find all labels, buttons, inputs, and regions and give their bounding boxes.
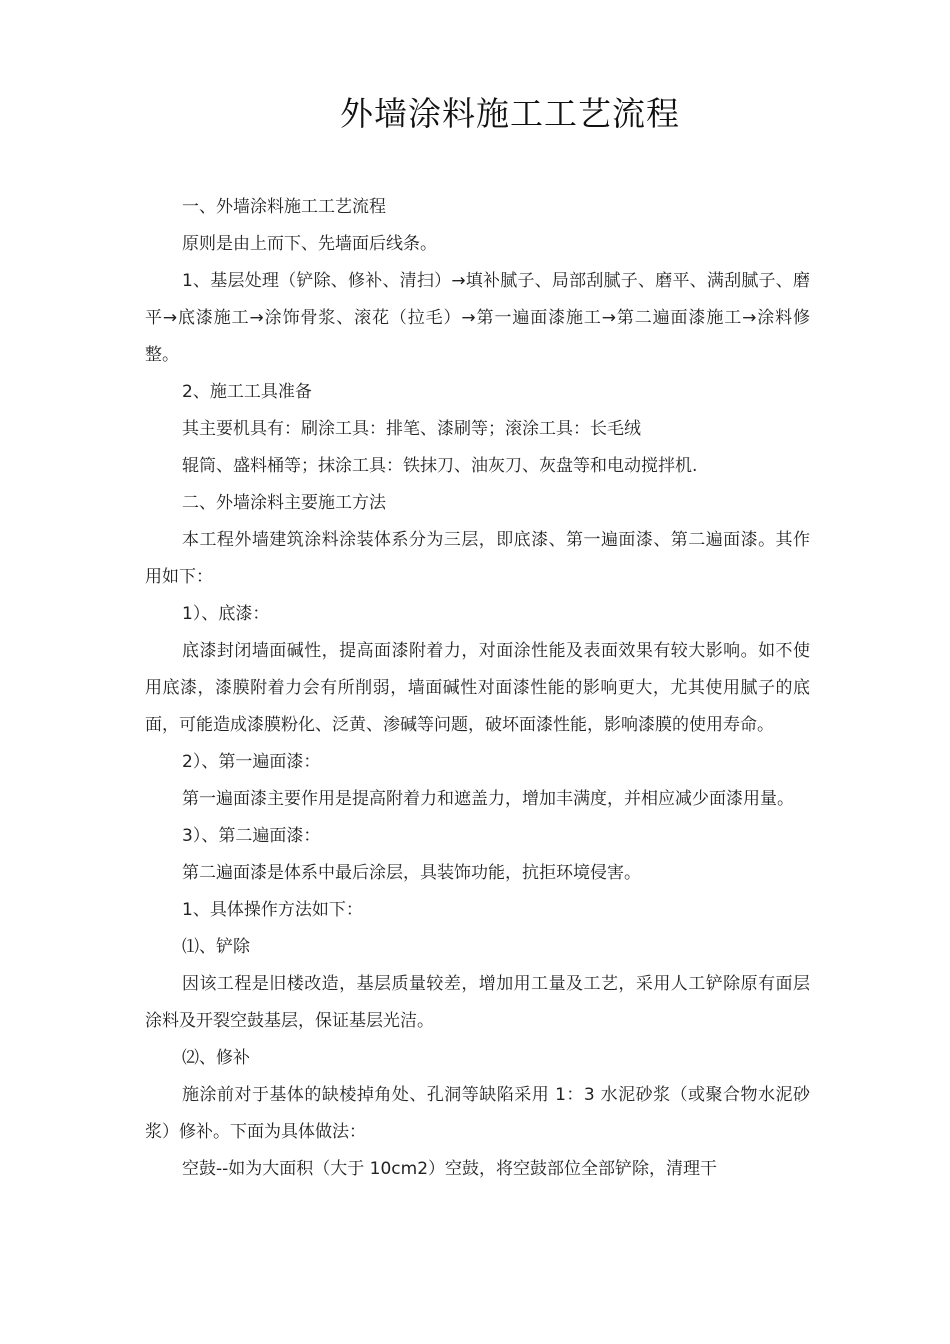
paragraph: 辊筒、盛料桶等；抹涂工具：铁抹刀、油灰刀、灰盘等和电动搅拌机. [182, 456, 698, 476]
paragraph: 3）、第二遍面漆： [182, 826, 321, 846]
paragraph: 空鼓--如为大面积（大于 10cm2）空鼓，将空鼓部位全部铲除，清理干 [182, 1159, 718, 1179]
paragraph: 2、施工工具准备 [182, 382, 312, 402]
paragraph: 1）、底漆： [182, 604, 270, 624]
paragraph: ⑵、修补 [182, 1048, 250, 1068]
paragraph: 原则是由上而下、先墙面后线条。 [182, 234, 437, 254]
paragraph: 因该工程是旧楼改造，基层质量较差，增加用工量及工艺，采用人工铲除原有面层涂料及开裂空鼓基层，保证基层光洁。 [145, 974, 810, 1031]
paragraph: 本工程外墙建筑涂料涂装体系分为三层，即底漆、第一遍面漆、第二遍面漆。其作用如下： [145, 530, 810, 587]
paragraph: 施涂前对于基体的缺棱掉角处、孔洞等缺陷采用 1：3 水泥砂浆（或聚合物水泥砂浆）修补。下面为具体做法： [145, 1085, 810, 1142]
paragraph: ⑴、铲除 [182, 937, 250, 957]
paragraph: 底漆封闭墙面碱性，提高面漆附着力，对面涂性能及表面效果有较大影响。如不使用底漆，漆膜附着力会有所削弱，墙面碱性对面漆性能的影响更大，尤其使用腻子的底面，可能造成漆膜粉化、泛黄、渗碱等问题，破坏面漆性能，影响漆膜的使用寿命。 [145, 641, 810, 735]
paragraph: 1、具体操作方法如下： [182, 900, 363, 920]
paragraph: 第一遍面漆主要作用是提高附着力和遮盖力，增加丰满度，并相应减少面漆用量。 [182, 789, 794, 809]
document-body [145, 189, 810, 1188]
paragraph: 第二遍面漆是体系中最后涂层，具装饰功能，抗拒环境侵害。 [182, 863, 641, 883]
paragraph: 一、外墙涂料施工工艺流程 [182, 197, 386, 217]
paragraph: 2）、第一遍面漆： [182, 752, 321, 772]
paragraph: 二、外墙涂料主要施工方法 [182, 493, 386, 513]
document-title: 外墙涂料施工工艺流程 [340, 94, 680, 133]
paragraph: 1、基层处理（铲除、修补、清扫）→填补腻子、局部刮腻子、磨平、满刮腻子、磨平→底漆施工→涂饰骨浆、滚花（拉毛）→第一遍面漆施工→第二遍面漆施工→涂料修整。 [145, 271, 810, 365]
paragraph: 其主要机具有：刷涂工具：排笔、漆刷等；滚涂工具：长毛绒 [182, 419, 641, 439]
